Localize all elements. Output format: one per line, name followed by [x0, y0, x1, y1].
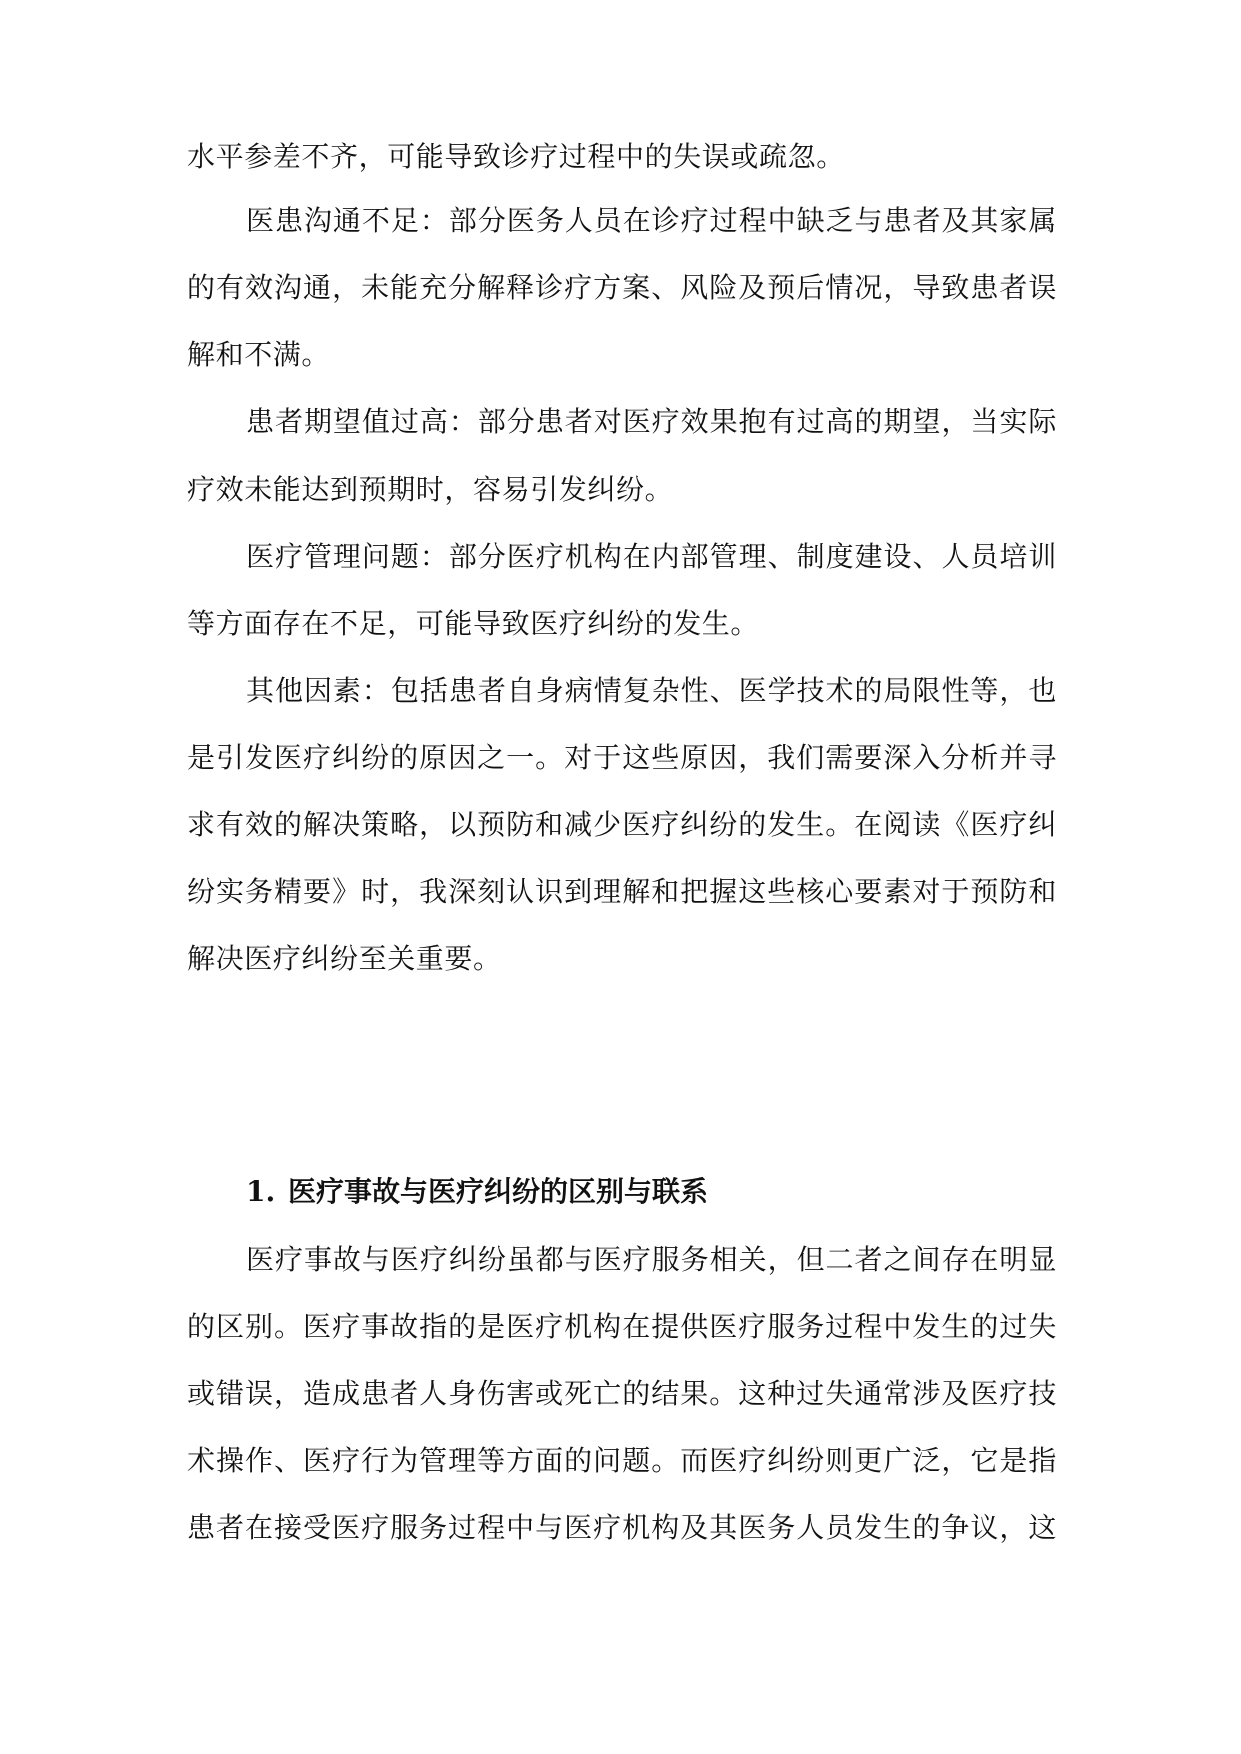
- paragraph-line: 的有效沟通，未能充分解释诊疗方案、风险及预后情况，导致患者误: [187, 271, 1057, 304]
- paragraph-line: 求有效的解决策略，以预防和减少医疗纠纷的发生。在阅读《医疗纠: [187, 808, 1057, 841]
- paragraph-line: 医疗事故与医疗纠纷虽都与医疗服务相关，但二者之间存在明显: [246, 1243, 1057, 1276]
- paragraph-line: 医患沟通不足：部分医务人员在诊疗过程中缺乏与患者及其家属: [246, 204, 1057, 237]
- paragraph-line: 解和不满。: [187, 338, 331, 371]
- paragraph-line: 或错误，造成患者人身伤害或死亡的结果。这种过失通常涉及医疗技: [187, 1377, 1057, 1410]
- paragraph-line: 等方面存在不足，可能导致医疗纠纷的发生。: [187, 607, 760, 640]
- paragraph-line: 纷实务精要》时，我深刻认识到理解和把握这些核心要素对于预防和: [187, 875, 1057, 908]
- section-number: 1.: [246, 1175, 276, 1208]
- paragraph-line: 患者期望值过高：部分患者对医疗效果抱有过高的期望，当实际: [246, 405, 1057, 438]
- paragraph-line: 术操作、医疗行为管理等方面的问题。而医疗纠纷则更广泛，它是指: [187, 1444, 1057, 1477]
- paragraph-line: 水平参差不齐，可能导致诊疗过程中的失误或疏忽。: [187, 140, 845, 173]
- paragraph-line: 是引发医疗纠纷的原因之一。对于这些原因，我们需要深入分析并寻: [187, 741, 1057, 774]
- section-title: 医疗事故与医疗纠纷的区别与联系: [288, 1175, 709, 1208]
- paragraph-line: 疗效未能达到预期时，容易引发纠纷。: [187, 473, 674, 506]
- paragraph-line: 的区别。医疗事故指的是医疗机构在提供医疗服务过程中发生的过失: [187, 1310, 1057, 1343]
- section-heading: [246, 1172, 708, 1212]
- paragraph-line: 患者在接受医疗服务过程中与医疗机构及其医务人员发生的争议，这: [187, 1511, 1057, 1544]
- paragraph-line: 解决医疗纠纷至关重要。: [187, 942, 502, 975]
- paragraph-line: 其他因素：包括患者自身病情复杂性、医学技术的局限性等，也: [246, 674, 1057, 707]
- paragraph-line: 医疗管理问题：部分医疗机构在内部管理、制度建设、人员培训: [246, 540, 1057, 573]
